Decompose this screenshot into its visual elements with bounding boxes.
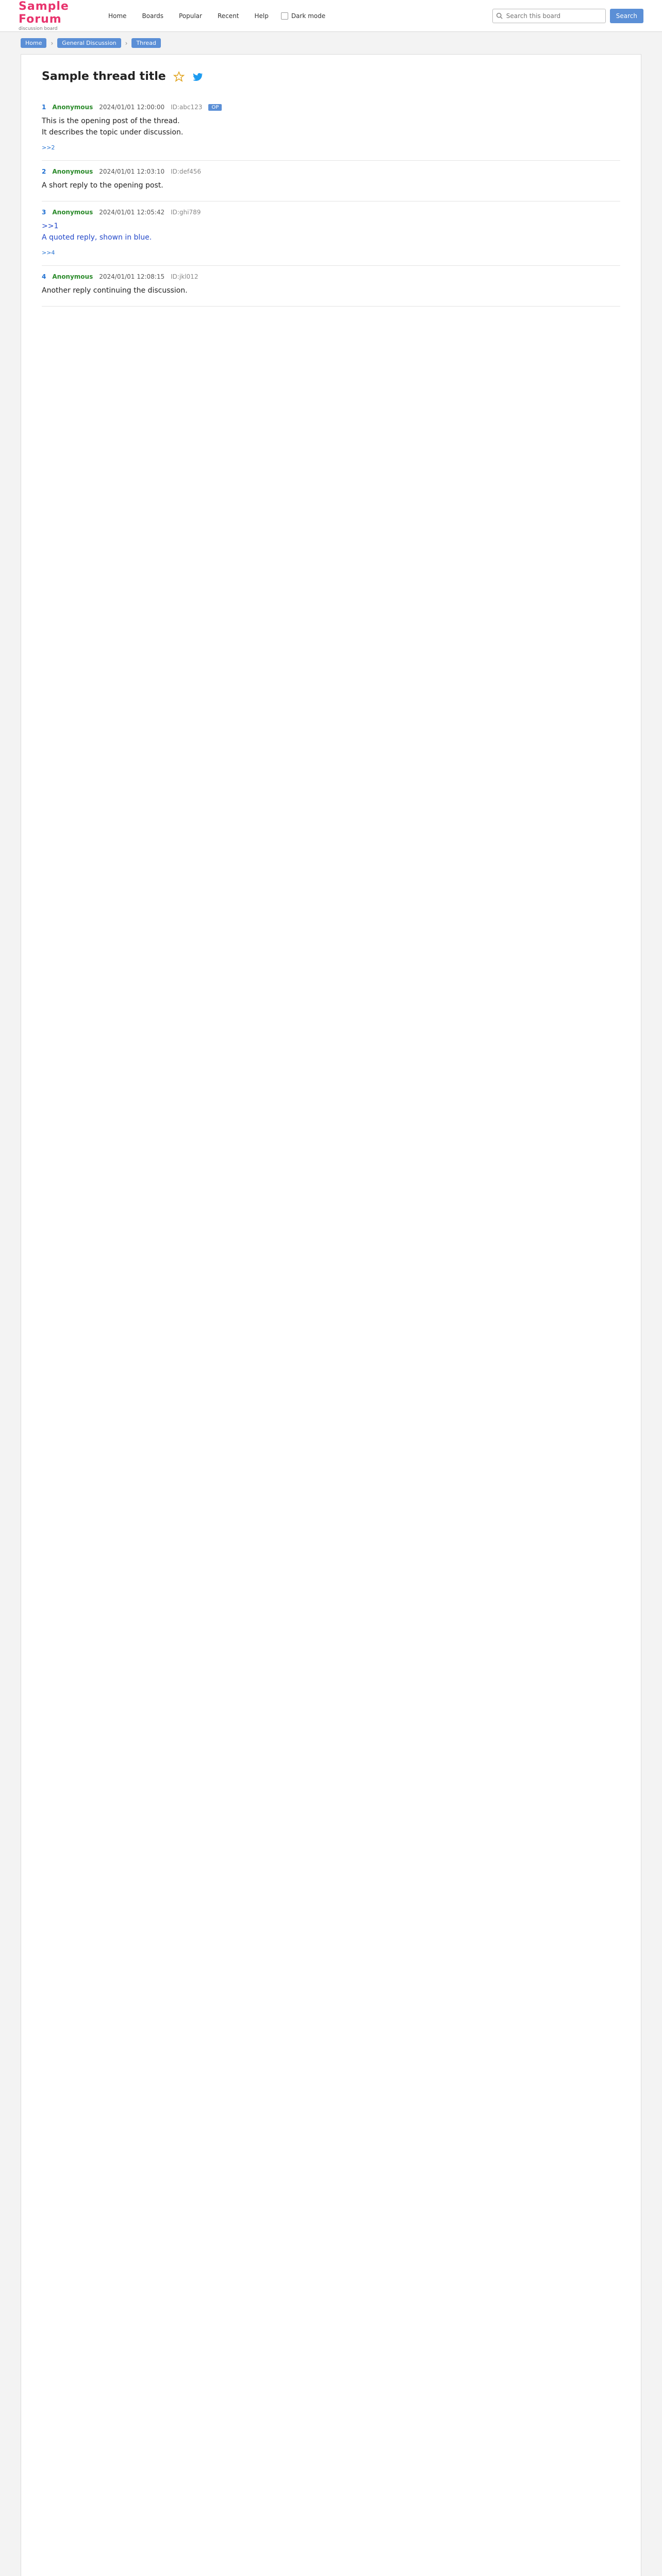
search-wrap — [492, 9, 606, 23]
breadcrumb-separator: › — [125, 39, 128, 47]
post-meta — [42, 209, 620, 216]
post-id: ID:ghi789 — [171, 209, 201, 216]
thread-title-row — [42, 70, 620, 83]
nav-link[interactable]: Recent — [217, 12, 239, 20]
breadcrumb-item[interactable]: General Discussion — [57, 38, 121, 48]
post-body: A short reply to the opening post. — [42, 181, 163, 190]
main-nav — [108, 12, 269, 20]
nav-link[interactable]: Home — [108, 12, 127, 20]
post-number[interactable]: 1 — [42, 104, 46, 111]
search-area — [492, 9, 643, 23]
post-badge: OP — [208, 104, 222, 111]
post — [42, 96, 620, 161]
post — [42, 161, 620, 201]
search-icon — [496, 12, 503, 19]
nav-link[interactable]: Boards — [142, 12, 163, 20]
star-icon[interactable] — [173, 71, 185, 82]
dark-mode-toggle[interactable] — [281, 12, 325, 20]
thread-title: Sample thread title — [42, 70, 166, 83]
search-input[interactable] — [492, 9, 606, 23]
post-meta — [42, 104, 620, 111]
breadcrumb-item[interactable]: Home — [21, 38, 46, 48]
nav-link[interactable]: Popular — [178, 12, 202, 20]
breadcrumb-separator: › — [51, 39, 54, 47]
site-header — [0, 0, 662, 32]
post-date: 2024/01/01 12:05:42 — [99, 209, 165, 216]
post-date: 2024/01/01 12:00:00 — [99, 104, 165, 111]
nav-link[interactable]: Help — [254, 12, 269, 20]
logo-title: Sample Forum — [19, 0, 69, 26]
post-number[interactable]: 4 — [42, 273, 46, 281]
post-id: ID:def456 — [171, 168, 202, 176]
dark-mode-label: Dark mode — [291, 12, 326, 20]
post-body: >>1 A quoted reply, shown in blue. — [42, 222, 152, 242]
post-number[interactable]: 2 — [42, 168, 46, 176]
post-author: Anonymous — [52, 273, 93, 281]
logo-subtitle: discussion board — [19, 26, 58, 31]
post-number[interactable]: 3 — [42, 209, 46, 216]
post-reply-link[interactable]: >>4 — [42, 249, 55, 257]
post-meta — [42, 168, 620, 175]
post-list — [42, 96, 620, 307]
breadcrumb — [0, 32, 662, 54]
post-date: 2024/01/01 12:03:10 — [99, 168, 165, 176]
thread-main — [21, 54, 641, 2576]
post-body: This is the opening post of the thread. It describes the topic under discussion. — [42, 117, 184, 137]
breadcrumb-item[interactable]: Thread — [131, 38, 160, 48]
post-author: Anonymous — [52, 209, 93, 216]
post-date: 2024/01/01 12:08:15 — [99, 273, 165, 281]
dark-mode-checkbox[interactable] — [281, 12, 288, 20]
post — [42, 266, 620, 307]
post-author: Anonymous — [52, 168, 93, 176]
share-bird-icon[interactable] — [192, 71, 203, 82]
site-logo[interactable] — [19, 0, 96, 31]
post-id: ID:jkl012 — [171, 273, 198, 281]
post-body: Another reply continuing the discussion. — [42, 286, 188, 295]
post-id: ID:abc123 — [171, 104, 203, 111]
search-button[interactable]: Search — [610, 9, 643, 23]
post-author: Anonymous — [52, 104, 93, 111]
post-meta — [42, 273, 620, 280]
post — [42, 201, 620, 266]
post-reply-link[interactable]: >>2 — [42, 144, 55, 151]
